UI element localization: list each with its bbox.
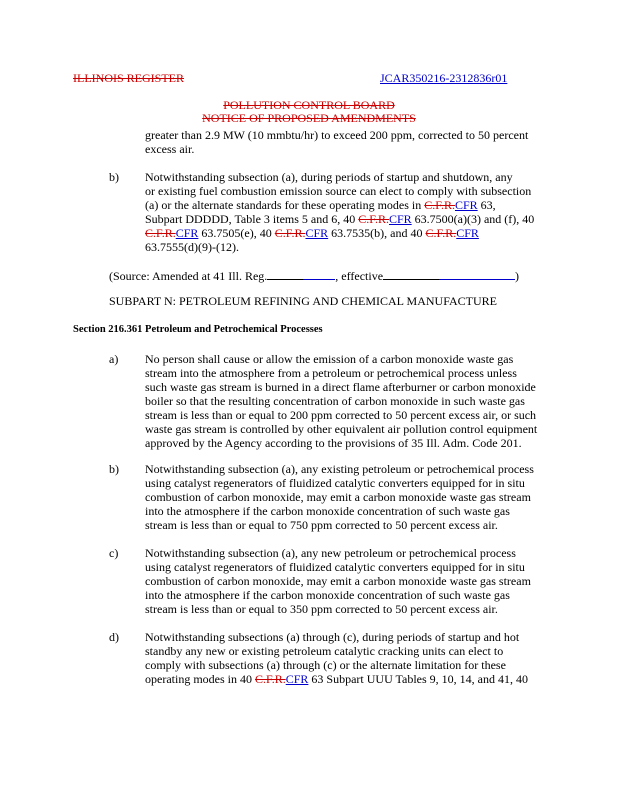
text-line: Subpart DDDDD, Table 3 items 5 and 6, 40 C.F.R.CFR 63.7500(a)(3) and (f), 40 [145, 212, 535, 226]
text-line: standby any new or existing petroleum catalytic cracking units can elect to [145, 644, 504, 658]
document-number: JCAR350216-2312836r01 [380, 71, 508, 85]
text-line: stream is less than or equal to 200 ppm corrected to 50 percent excess air, or such [145, 408, 537, 422]
text-line: combustion of carbon monoxide, may emit a carbon monoxide waste gas stream [145, 574, 531, 588]
text-line: Notwithstanding subsections (a) through (c), during periods of startup and hot [145, 630, 520, 644]
list-label: c) [109, 546, 119, 560]
text-line: 63.7555(d)(9)-(12). [145, 240, 239, 254]
list-label: a) [109, 352, 119, 366]
board-name: POLLUTION CONTROL BOARD [223, 98, 395, 112]
paragraph-b [145, 462, 534, 532]
text-line: stream is less than or equal to 350 ppm corrected to 50 percent excess air. [145, 602, 498, 616]
deleted-text: C.F.R. [145, 226, 176, 240]
text-line: waste gas stream is controlled by other equivalent air pollution control equipment [145, 422, 538, 436]
blank-line [267, 268, 303, 280]
paragraph-a [145, 352, 537, 450]
text-line: into the atmosphere if the carbon monoxide concentration of such waste gas [145, 588, 510, 602]
source-note: (Source: Amended at 41 Ill. Reg. , effective ) [109, 269, 520, 283]
text-line: or existing fuel combustion emission source can elect to comply with subsection [145, 184, 532, 198]
text-line: stream into the atmosphere from a petroleum or petrochemical process unless [145, 366, 517, 380]
deleted-text: C.F.R. [254, 672, 286, 686]
text-line: Notwithstanding subsection (a), during periods of startup and shutdown, any [145, 170, 513, 184]
text-line: Notwithstanding subsection (a), any new petroleum or petrochemical process [145, 546, 516, 560]
text-line: (a) or the alternate standards for these operating modes in C.F.R.CFR 63, [145, 198, 496, 212]
inserted-text: CFR [388, 212, 412, 226]
list-label: b) [109, 462, 119, 476]
text-line: boiler so that the resulting concentration of carbon monoxide in such waste gas [145, 394, 525, 408]
text-line: using catalyst regenerators of fluidized catalytic converters equipped for in situ [145, 476, 525, 490]
text-line: C.F.R.CFR 63.7505(e), 40 C.F.R.CFR 63.7535(b), and 40 C.F.R.CFR [145, 226, 479, 240]
text-line: greater than 2.9 MW (10 mmbtu/hr) to exceed 200 ppm, corrected to 50 percent [145, 128, 529, 142]
blank-line [383, 268, 439, 280]
subpart-heading: SUBPART N: PETROLEUM REFINING AND CHEMICAL MANUFACTURE [109, 294, 497, 308]
paragraph-c [145, 546, 531, 616]
continued-text [145, 128, 528, 156]
notice-title: NOTICE OF PROPOSED AMENDMENTS [202, 111, 416, 125]
inserted-text: CFR [454, 198, 478, 212]
deleted-text: C.F.R. [424, 198, 455, 212]
text-line: into the atmosphere if the carbon monoxide concentration of such waste gas [145, 504, 510, 518]
deleted-text: C.F.R. [425, 226, 457, 240]
text-line: No person shall cause or allow the emission of a carbon monoxide waste gas [145, 352, 514, 366]
list-label: b) [109, 170, 119, 184]
text-line: using catalyst regenerators of fluidized catalytic converters equipped for in situ [145, 560, 525, 574]
text-line: comply with subsections (a) through (c) or the alternate limitation for these [145, 658, 506, 672]
text-line: combustion of carbon monoxide, may emit a carbon monoxide waste gas stream [145, 490, 531, 504]
register-title: ILLINOIS REGISTER [73, 71, 184, 85]
text-line: such waste gas stream is burned in a direct flame afterburner or carbon monoxide [145, 380, 536, 394]
text-line: stream is less than or equal to 750 ppm corrected to 50 percent excess air. [145, 518, 498, 532]
inserted-blank-line [439, 268, 515, 280]
text-line: operating modes in 40 C.F.R.CFR 63 Subpart UUU Tables 9, 10, 14, and 41, 40 [145, 672, 528, 686]
inserted-text: CFR [456, 226, 479, 240]
text-line: approved by the Agency according to the provisions of 35 Ill. Adm. Code 201. [145, 436, 522, 450]
board-heading [0, 99, 618, 125]
paragraph-d [145, 630, 528, 686]
section-heading: Section 216.361 Petroleum and Petrochemical Processes [73, 324, 323, 335]
paragraph-b-startup [145, 170, 534, 254]
inserted-text: CFR [285, 672, 309, 686]
list-label: d) [109, 630, 119, 644]
inserted-blank-line [303, 268, 335, 280]
deleted-text: C.F.R. [358, 212, 389, 226]
text-line: excess air. [145, 142, 195, 156]
deleted-text: C.F.R. [274, 226, 306, 240]
inserted-text: CFR [305, 226, 329, 240]
inserted-text: CFR [175, 226, 199, 240]
text-line: Notwithstanding subsection (a), any existing petroleum or petrochemical process [145, 462, 534, 476]
